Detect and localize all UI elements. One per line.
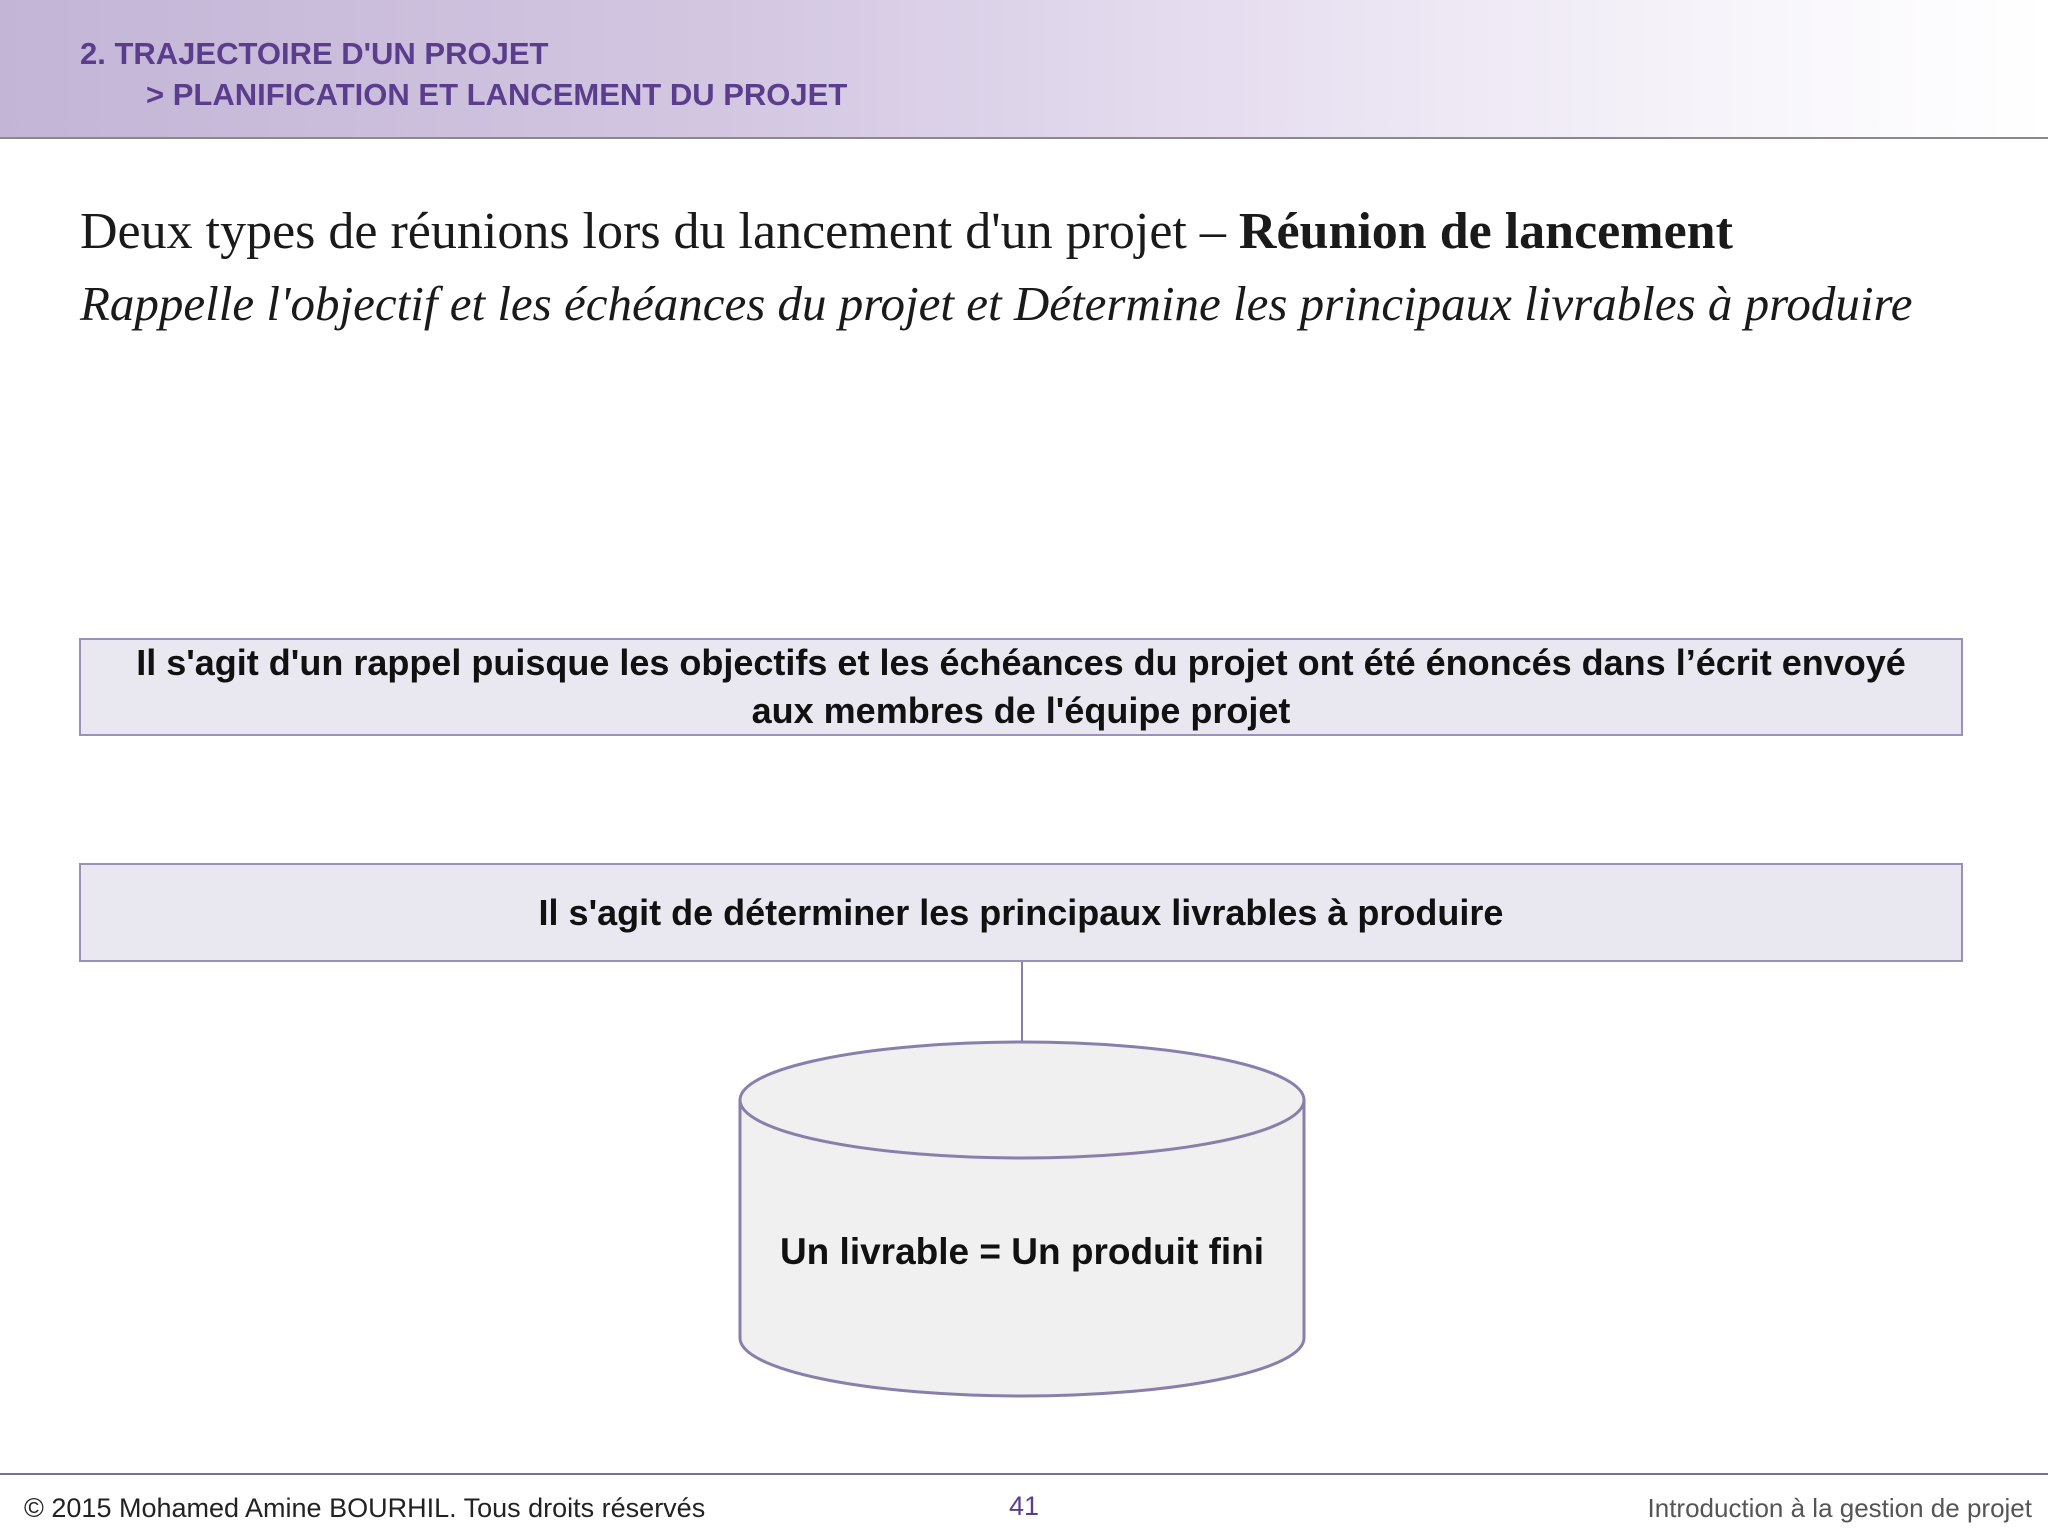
recall-objectives-text: Il s'agit d'un rappel puisque les objectifs et les échéances du projet ont été énoncés dans l’écrit envoyé aux membres de l'équipe projet	[136, 642, 1906, 731]
section-subtitle: > PLANIFICATION ET LANCEMENT DU PROJET	[146, 77, 848, 112]
cylinder-top	[740, 1042, 1304, 1158]
slide-subheading: Rappelle l'objectif et les échéances du projet et Détermine les principaux livrables à produire	[80, 276, 1913, 331]
course-title: Introduction à la gestion de projet	[1647, 1493, 2032, 1523]
deliverables-text: Il s'agit de déterminer les principaux livrables à produire	[538, 891, 1504, 933]
slide-heading-bold: Réunion de lancement	[1238, 203, 1733, 260]
footer-divider	[0, 1473, 2048, 1475]
cylinder-label: Un livrable = Un produit fini	[779, 1231, 1265, 1272]
deliverable-cylinder	[740, 1042, 1304, 1396]
footer-copyright: © 2015 Mohamed Amine BOURHIL. Tous droits réservés	[24, 1493, 706, 1523]
slide-heading-regular: Deux types de réunions lors du lancement d'un projet –	[80, 203, 1239, 260]
page-number: 41	[1008, 1491, 1040, 1521]
section-title: 2. TRAJECTOIRE D'UN PROJET	[80, 36, 549, 71]
